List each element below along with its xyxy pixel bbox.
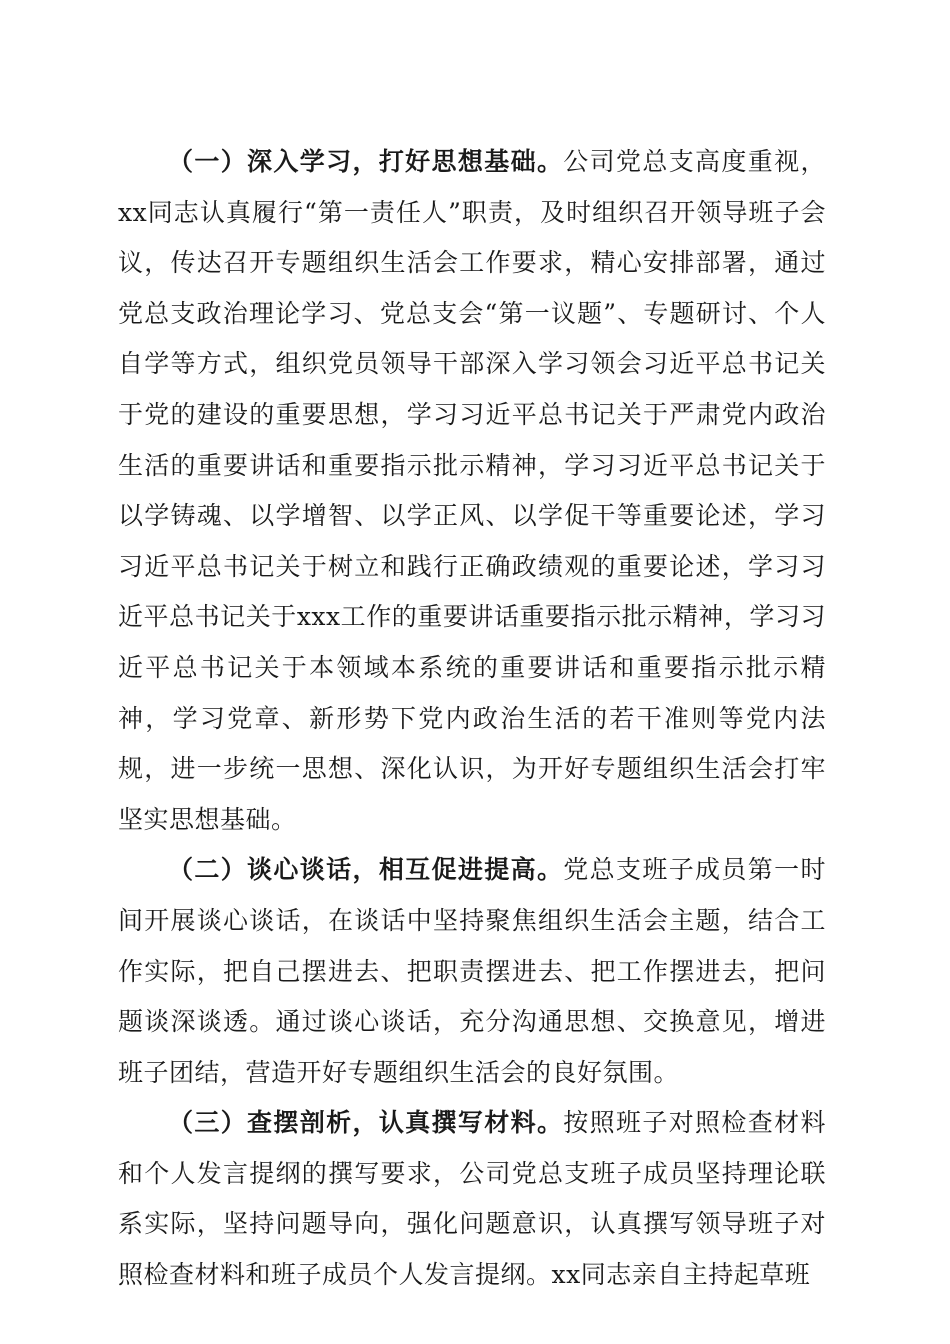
paragraph-heading: （三）查摆剖析，认真撰写材料。 bbox=[168, 1108, 564, 1138]
paragraph-text: 公司党总支高度重视，xx同志认真履行“第一责任人”职责，及时组织召开领导班子会议，传达召开专题组织生活会工作要求，精心安排部署，通过党总支政治理论学习、党总支会“第一议题”、专题研讨、个人自学等方式，组织党员领导干部深入学习领会习近平总书记关于党的建设的重要思想，学习习近平总书记关于严肃党内政治生活的重要讲话和重要指示批示精神，学习习近平总书记关于以学铸魂、以学增智、以学正风、以学促干等重要论述，学习习近平总书记关于树立和践行正确政绩观的重要论述，学习习近平总书记关于xxx工作的重要讲话重要指示批示精神，学习习近平总书记关于本领域本系统的重要讲话和重要指示批示精神，学习党章、新形势下党内政治生活的若干准则等党内法规，进一步统一思想、深化认识，为开好专题组织生活会打牢坚实思想基础。 bbox=[118, 147, 826, 834]
paragraph-self-examination bbox=[118, 1098, 826, 1300]
paragraph-text: 党总支班子成员第一时间开展谈心谈话，在谈话中坚持聚焦组织生活会主题，结合工作实际，把自己摆进去、把职责摆进去、把工作摆进去，把问题谈深谈透。通过谈心谈话，充分沟通思想、交换意见，增进班子团结，营造开好专题组织生活会的良好氛围。 bbox=[118, 855, 826, 1087]
paragraph-heading: （一）深入学习，打好思想基础。 bbox=[168, 147, 564, 176]
paragraph-deep-study bbox=[118, 137, 826, 845]
paragraph-text: 按照班子对照检查材料和个人发言提纲的撰写要求，公司党总支班子成员坚持理论联系实际，坚持问题导向，强化问题意识，认真撰写领导班子对照检查材料和班子成员个人发言提纲。xx同志亲自主持起草班 bbox=[118, 1108, 826, 1290]
paragraph-heading: （二）谈心谈话，相互促进提高。 bbox=[168, 855, 564, 885]
document-body bbox=[118, 137, 826, 1301]
paragraph-heart-to-heart-talks bbox=[118, 845, 826, 1098]
